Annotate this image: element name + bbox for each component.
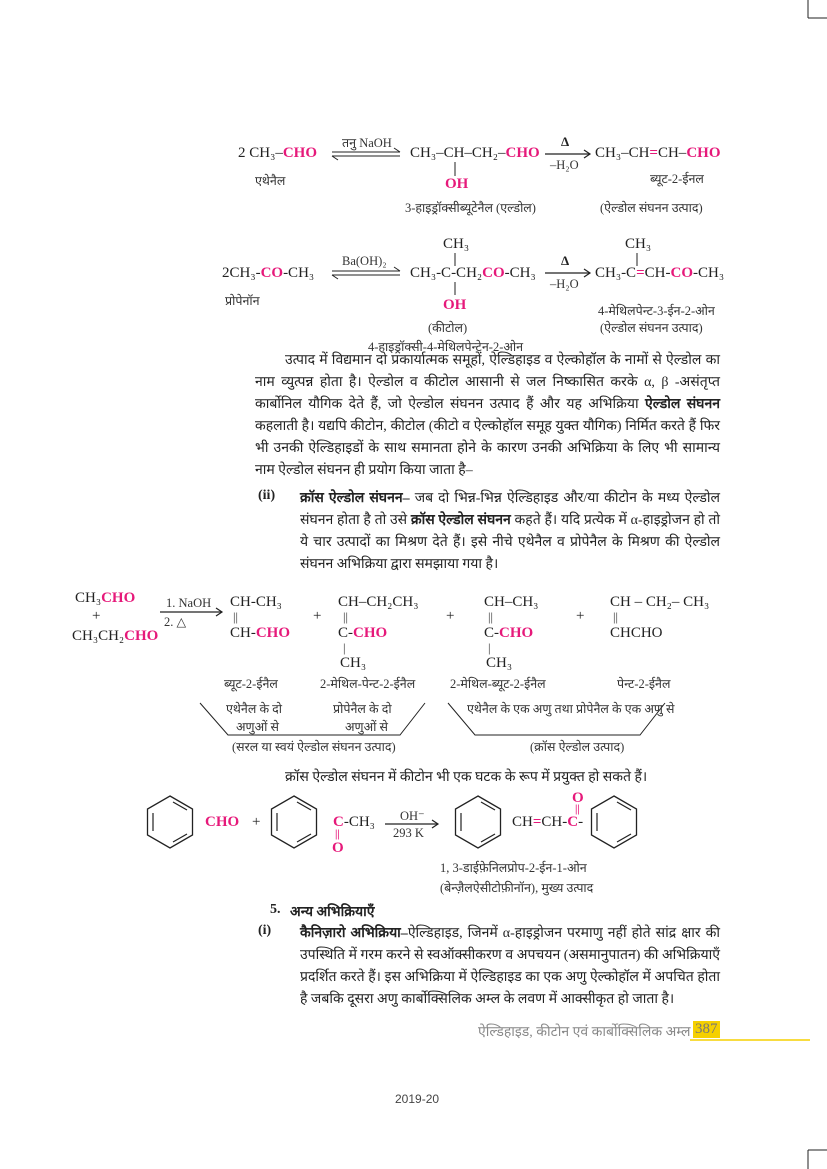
compound-name: ब्यूट-2-ईनैल bbox=[224, 677, 278, 691]
highlighted-group: CO bbox=[670, 265, 693, 281]
double-bond: || bbox=[343, 610, 349, 624]
methyl-group: CH₃ bbox=[625, 236, 652, 252]
crop-marks bbox=[808, 0, 827, 1169]
reagent: Ba(OH)₂ bbox=[342, 254, 387, 268]
origin-label: एथेनैल के एक अणु तथा प्रोपेनैल के एक अणु से bbox=[467, 702, 675, 716]
single-bond: | bbox=[343, 641, 346, 655]
reagent: –H₂O bbox=[550, 277, 579, 291]
ethanal-formula bbox=[75, 590, 135, 607]
double-bond: || bbox=[488, 610, 494, 624]
highlighted-group: C bbox=[333, 814, 344, 830]
formula-part: CH₃–CH–CH₂– bbox=[410, 145, 506, 161]
benzene-ring-icon bbox=[592, 796, 637, 848]
formula-part: CH₃CH₂ bbox=[72, 628, 125, 644]
benzene-ring-icon bbox=[272, 796, 317, 848]
methyl-group: CH₃ bbox=[443, 236, 470, 252]
product-1-top: CH-CH₃ bbox=[230, 594, 282, 610]
formula-part: C- bbox=[338, 625, 353, 641]
oxygen-atom: O bbox=[332, 840, 344, 856]
formula-part: - bbox=[578, 814, 584, 830]
reagent: 2. △ bbox=[164, 615, 187, 629]
double-bond: || bbox=[575, 803, 580, 815]
reagent: 1. NaOH bbox=[166, 596, 212, 610]
compound-name: ब्यूट-2-ईनल bbox=[650, 172, 704, 186]
formula-part: CH₃ bbox=[75, 590, 102, 606]
formula-part: -CH₃ bbox=[283, 265, 315, 281]
paragraph-cannizzaro: कैनिज़ारो अभिक्रिया–ऐल्डिहाइड, जिनमें α-हाइड्रोजन परमाणु नहीं होते सांद्र क्षार की उपस्थिति में गरम करने से स्वऑक्सीकरण व अपचयन (असमानुपातन) की अभिक्रियाएँ प्रदर्शित करते हैं। इस अभिक्रिया में ऐल्डिहाइड का एक अणु ऐल्कोहॉल में अपचित होता है जबकि दूसरा अणु कार्बोक्सिलिक अम्ल के लवण में आक्सीकृत हो जाता है। bbox=[300, 926, 720, 1007]
caption: (कीटोल) bbox=[428, 321, 468, 335]
product-1-bottom bbox=[230, 625, 290, 642]
paragraph-cross-aldol: क्रॉस ऐल्डोल संघनन– जब दो भिन्न-भिन्न ऐल्डिहाइड और/या कीटोन के मध्य ऐल्डोल संघनन होता है तो उसे क्रॉस ऐल्डोल संघनन कहते हैं। यदि प्रत्येक में α-हाइड्रोजन हो तो ये चार उत्पादों का मिश्रण देते हैं। इसे नीचे एथेनैल व प्रोपेनैल के मिश्रण की ऐल्डोल संघनन अभिक्रिया द्वारा समझाया गया है। bbox=[300, 491, 720, 572]
formula-part: CH₃–CH bbox=[595, 145, 650, 161]
product-4-top: CH – CH₂– CH₃ bbox=[610, 594, 710, 610]
ethanal-formula bbox=[238, 145, 317, 162]
formula-part: -CH₃ bbox=[504, 265, 536, 281]
compound-name: 2-मेथिल-पेन्ट-2-ईनैल bbox=[320, 677, 416, 691]
compound-name: प्रोपेनॉन bbox=[225, 294, 260, 308]
formula-part: CH– bbox=[657, 145, 687, 161]
caption: (सरल या स्वयं ऐल्डोल संघनन उत्पाद) bbox=[232, 740, 396, 754]
oxygen-atom: O bbox=[572, 790, 584, 806]
product-2-top: CH–CH₂CH₃ bbox=[338, 594, 419, 610]
reagent: तनु NaOH bbox=[342, 136, 392, 150]
compound-name: 2-मेथिल-ब्यूट-2-ईनैल bbox=[450, 677, 546, 691]
product-3-top: CH–CH₃ bbox=[484, 594, 539, 610]
methyl-group: CH₃ bbox=[340, 655, 367, 671]
hydroxyl-group: OH bbox=[443, 297, 467, 313]
butenal-formula bbox=[595, 145, 720, 162]
section-number: 5. bbox=[270, 902, 281, 917]
compound-name: 4-मेथिलपेन्ट-3-ईन-2-ओन bbox=[598, 304, 715, 318]
highlighted-group: CO bbox=[482, 265, 505, 281]
origin-label: प्रोपेनैल के दो bbox=[333, 702, 392, 716]
plus-sign: + bbox=[92, 608, 101, 624]
enone-chain bbox=[512, 814, 583, 831]
origin-label: अणुओं से bbox=[236, 720, 279, 734]
running-footer: ऐल्डिहाइड, कीटोन एवं कार्बोक्सिलिक अम्ल bbox=[478, 1025, 691, 1040]
reagent: –H₂O bbox=[550, 158, 579, 172]
highlighted-group: CHO bbox=[353, 625, 388, 641]
caption: (ऐल्डोल संघनन उत्पाद) bbox=[600, 321, 703, 335]
edition-year: 2019-20 bbox=[395, 1092, 440, 1106]
caption: (बेन्ज़ैलऐसीटोफ़ीनॉन), मुख्य उत्पाद bbox=[440, 881, 594, 895]
product-4-bottom: CHCHO bbox=[610, 625, 663, 641]
propanone-formula bbox=[222, 265, 314, 282]
temperature: 293 K bbox=[393, 826, 424, 840]
double-bond: || bbox=[233, 610, 239, 624]
aldol-formula bbox=[410, 145, 540, 162]
formula-part: -CH₃ bbox=[343, 814, 375, 830]
benzene-ring-icon bbox=[148, 796, 193, 848]
formula-part: -CH₃ bbox=[692, 265, 725, 281]
compound-name: 4-हाइड्रॉक्सी-4-मेथिलपेन्टेन-2-ओन bbox=[368, 340, 524, 354]
plus-sign: + bbox=[576, 608, 585, 624]
highlighted-group: = bbox=[636, 265, 645, 281]
ketol-formula bbox=[410, 265, 536, 282]
highlighted-group: CHO bbox=[505, 145, 540, 161]
highlighted-group: CHO bbox=[499, 625, 534, 641]
product-2-bottom bbox=[338, 625, 387, 642]
aldehyde-group: CHO bbox=[205, 814, 240, 830]
formula-part: CH- bbox=[541, 814, 568, 830]
origin-label: अणुओं से bbox=[345, 720, 388, 734]
plus-sign: + bbox=[446, 608, 455, 624]
item-number: (ii) bbox=[258, 488, 276, 503]
highlighted-group: CO bbox=[260, 265, 284, 281]
page-number: 387 bbox=[695, 1021, 718, 1037]
product-3-bottom bbox=[484, 625, 533, 642]
formula-part: 2CH₃- bbox=[222, 265, 261, 281]
highlighted-group: CHO bbox=[101, 590, 136, 606]
formula-part: CH- bbox=[644, 265, 671, 281]
formula-part: CH₃-C-CH₂ bbox=[410, 265, 483, 281]
double-bond: || bbox=[335, 828, 340, 840]
compound-name: पेन्ट-2-ईनैल bbox=[617, 677, 671, 691]
formula-part: CH₃-C bbox=[595, 265, 637, 281]
highlighted-group: = bbox=[649, 145, 658, 161]
formula-part: C- bbox=[484, 625, 499, 641]
caption: (क्रॉस ऐल्डोल उत्पाद) bbox=[530, 740, 625, 754]
mesityl-oxide-formula bbox=[595, 265, 724, 282]
paragraph-aldol: उत्पाद में विद्यमान दो प्रकार्यात्मक समूहों, ऐल्डिहाइड व ऐल्कोहॉल के नामों से ऐल्डोल का नाम व्युत्पन्न होता है। ऐल्डोल व कीटोल आसानी से जल निष्कासित करके α, β -असंतृप्त कार्बोनिल यौगिक देते हैं, जो ऐल्डोल संघनन उत्पाद हैं और यह अभिक्रिया ऐल्डोल संघनन कहलाती है। यद्यपि कीटोन, कीटोल (कीटो व ऐल्कोहॉल समूह युक्त यौगिक) निर्मित करते हैं फिर भी उनकी ऐल्डिहाइडों के साथ समानता होने के कारण उनकी अभिक्रिया के लिए भी सामान्य नाम ऐल्डोल संघनन ही प्रयोग किया जाता है– bbox=[255, 353, 720, 478]
plus-sign: + bbox=[313, 608, 322, 624]
heat-symbol: Δ bbox=[561, 253, 570, 268]
benzene-ring-icon bbox=[456, 796, 501, 848]
section-title: अन्य अभिक्रियाएँ bbox=[290, 905, 375, 920]
double-bond: || bbox=[613, 610, 619, 624]
highlighted-group: C bbox=[567, 814, 579, 830]
plus-sign: + bbox=[252, 814, 261, 830]
formula-part: CH- bbox=[230, 625, 256, 641]
reagent: OH⁻ bbox=[400, 809, 425, 823]
origin-label: एथेनैल के दो bbox=[226, 702, 283, 716]
hydroxyl-group: OH bbox=[445, 176, 469, 192]
single-bond: | bbox=[488, 641, 491, 655]
compound-name: एथेनैल bbox=[255, 174, 286, 188]
arrow-1 bbox=[545, 150, 590, 158]
highlighted-group: CHO bbox=[255, 625, 291, 641]
highlighted-group: = bbox=[532, 814, 542, 830]
formula-part: 2 CH₃– bbox=[238, 145, 283, 161]
item-number: (i) bbox=[258, 923, 272, 938]
compound-name: 3-हाइड्रॉक्सीब्यूटेनैल (एल्डोल) bbox=[405, 201, 536, 215]
highlighted-group: CHO bbox=[124, 628, 159, 644]
highlighted-group: CHO bbox=[686, 145, 721, 161]
propanal-formula bbox=[72, 628, 158, 645]
formula-part: CH bbox=[512, 814, 533, 830]
methyl-group: CH₃ bbox=[486, 655, 513, 671]
ketone-note: क्रॉस ऐल्डोल संघनन में कीटोन भी एक घटक के रूप में प्रयुक्त हो सकते हैं। bbox=[285, 770, 648, 785]
caption: (ऐल्डोल संघनन उत्पाद) bbox=[600, 201, 703, 215]
heat-symbol: Δ bbox=[561, 134, 570, 149]
compound-name: 1, 3-डाईफ़ेनिलप्रोप-2-ईन-1-ओन bbox=[440, 861, 587, 875]
highlighted-group: CHO bbox=[282, 145, 317, 161]
